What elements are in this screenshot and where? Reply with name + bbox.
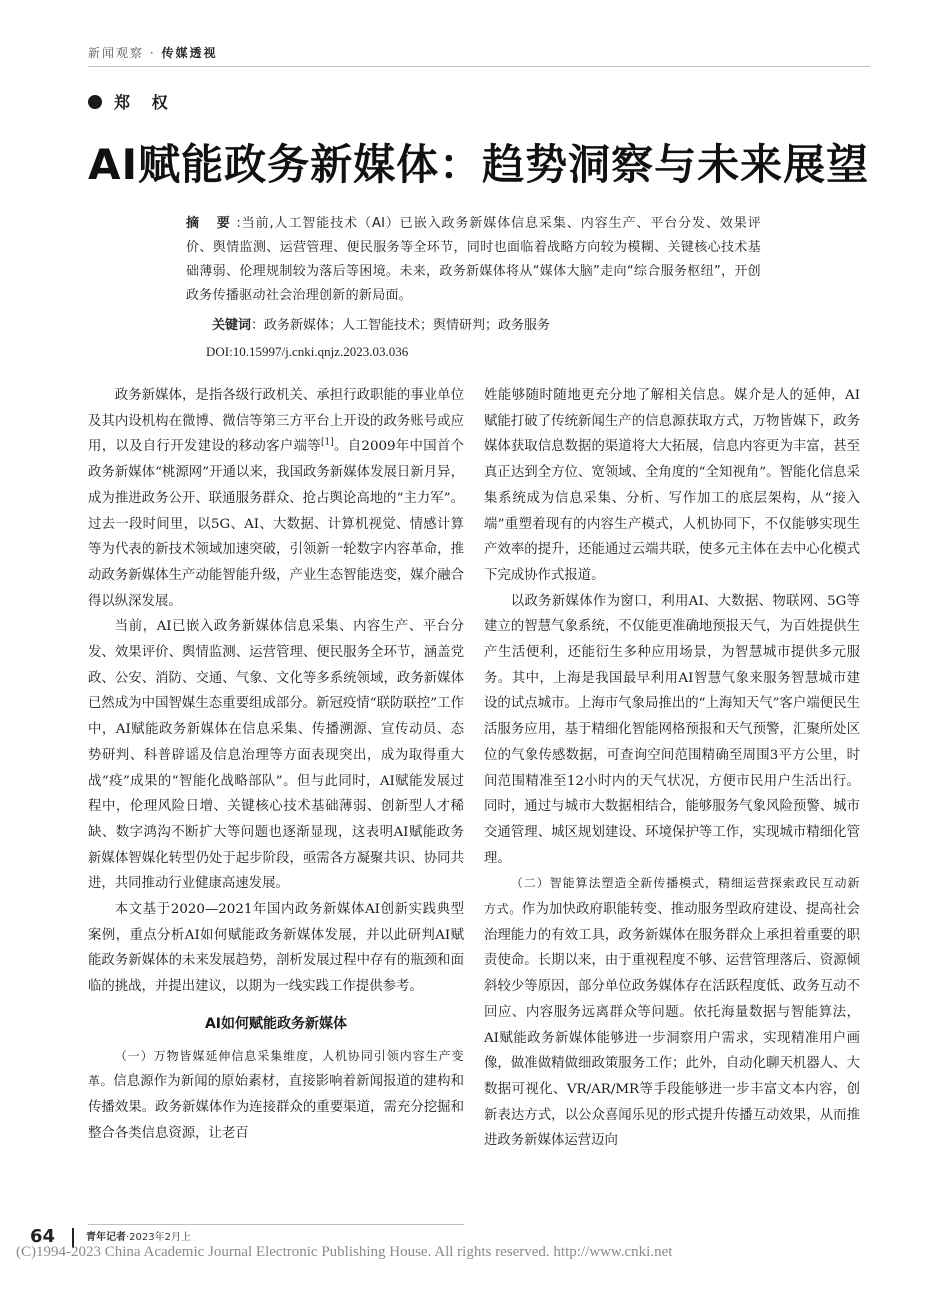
bullet-dot-icon (88, 95, 102, 109)
paragraph (88, 383, 464, 614)
paragraph-text: 信息源作为新闻的原始素材，直接影响着新闻报道的建构和传播效果。政务新媒体作为连接群众的重要渠道，需充分挖掘和整合各类信息资源，让老百 (88, 1074, 464, 1141)
paragraph: 以政务新媒体作为窗口，利用AI、大数据、物联网、5G等建立的智慧气象系统，不仅能更准确地预报天气，为百姓提供生产生活便利，还能衍生多种应用场景，为智慧城市提供多元服务。其中，上海是我国最早利用AI智慧气象来服务智慧城市建设的试点城市。上海市气象局推出的“上海知天气”客户端便民生活服务应用，基于精细化智能网格预报和天气预警，汇聚所处区位的气象传感数据，可查询空间范围精确至周围3平方公里，时间范围精准至12小时内的天气状况，方便市民用户生活出行。同时，通过与城市大数据相结合，能够服务气象风险预警、城市交通管理、城区规划建设、环境保护等工作，实现城市精细化管理。 (484, 593, 860, 866)
header-column: 传媒透视 (161, 46, 218, 60)
keywords-text: ：政务新媒体；人工智能技术；舆情研判；政务服务 (251, 318, 551, 333)
section-heading: AI如何赋能政务新媒体 (204, 1015, 348, 1032)
author-line (88, 90, 176, 113)
paragraph-text: 政务新媒体，是指各级行政机关、承担行政职能的事业单位及其内设机构在微博、微信等第三方平台上开设的政务账号或应用，以及自行开发建设的移动客户端等 (88, 388, 464, 455)
abstract (186, 212, 761, 308)
running-header (88, 44, 218, 61)
paragraph: 当前，AI已嵌入政务新媒体信息采集、内容生产、平台分发、效果评价、舆情监测、运营管理、便民服务全环节，涵盖党政、公安、消防、交通、气象、文化等多系统领域，政务新媒体已然成为中国智媒生态重要组成部分。新冠疫情“联防联控”工作中，AI赋能政务新媒体在信息采集、传播溯源、宣传动员、态势研判、科普辟谣及信息治理等方面表现突出，成为取得重大战“疫”成果的“智能化战略部队”。但与此同时，AI赋能发展过程中，伦理风险日增、关键核心技术基础薄弱、创新型人才稀缺、数字鸿沟不断扩大等问题也逐渐显现，这表明AI赋能政务新媒体智媒化转型仍处于起步阶段，亟需各方凝聚共识、协同共进，共同推动行业健康高速发展。 (88, 619, 464, 892)
header-section: 新闻观察 (88, 46, 145, 60)
paragraph: 姓能够随时随地更充分地了解相关信息。媒介是人的延伸，AI赋能打破了传统新闻生产的信息源获取方式，万物皆媒下，政务媒体获取信息数据的渠道将大大拓展，信息内容更为丰富，甚至真正达到全方位、宽领域、全角度的“全知视角”。智能化信息采集系统成为信息采集、分析、写作加工的底层架构，从“接入端”重塑着现有的内容生产模式，人机协同下，不仅能够实现生产效率的提升，还能通过云端共联，使多元主体在去中心化模式下完成协作式报道。 (484, 388, 860, 583)
header-separator: · (149, 46, 156, 60)
paragraph: 本文基于2020—2021年国内政务新媒体AI创新实践典型案例，重点分析AI如何赋能政务新媒体发展，并以此研判AI赋能政务新媒体的未来发展趋势，剖析发展过程中存有的瓶颈和面临的挑战，并提出建议，以期为一线实践工作提供参考。 (88, 902, 464, 995)
journal-info (86, 1228, 191, 1243)
journal-name: 青年记者 (86, 1232, 126, 1243)
doi: DOI:10.15997/j.cnki.qnjz.2023.03.036 (206, 344, 409, 359)
subsection-heading: （一）万物皆媒延伸信息采集维度，人机协同引领内容生产变革。 (88, 1048, 464, 1089)
citation-ref: [1] (320, 437, 334, 448)
footer-divider (88, 1224, 464, 1225)
keywords-label: 关键词 (212, 318, 252, 333)
author-name: 郑 权 (114, 93, 176, 112)
header-divider (88, 66, 870, 67)
copyright-watermark: (C)1994-2023 China Academic Journal Electronic Publishing House. All rights reserved. http://www.cnki.net (16, 1244, 673, 1260)
abstract-text: :当前,人工智能技术（AI）已嵌入政务新媒体信息采集、内容生产、平台分发、效果评价、舆情监测、运营管理、便民服务等全环节，同时也面临着战略方向较为模糊、关键核心技术基础薄弱、伦理规制较为落后等困境。未来，政务新媒体将从“媒体大脑”走向“综合服务枢纽”，开创政务传播驱动社会治理创新的新局面。 (186, 216, 761, 303)
left-column (88, 383, 464, 1146)
paragraph-text: 。自2009年中国首个政务新媒体“桃源网”开通以来，我国政务新媒体发展日新月异，成为推进政务公开、联通服务群众、抢占舆论高地的“主力军”。过去一段时间里，以5G、AI、大数据、计算机视觉、情感计算等为代表的新技术领域加速突破，引领新一轮数字内容革命，推动政务新媒体生产动能智能升级，产业生态智能迭变，媒介融合得以纵深发展。 (88, 439, 465, 609)
paragraph (484, 871, 860, 1154)
paragraph (88, 1044, 464, 1147)
paragraph-text: 作为加快政府职能转变、推动服务型政府建设、提高社会治理能力的有效工具，政务新媒体在服务群众上承担着重要的职责使命。长期以来，由于重视程度不够、运营管理落后、资源倾斜较少等原因，部分单位政务媒体存在活跃程度低、政务互动不回应、内容服务远离群众等问题。依托海量数据与智能算法，AI赋能政务新媒体能够进一步洞察用户需求，实现精准用户画像，做准做精做细政策服务工作；此外，自动化聊天机器人、大数据可视化、VR/AR/MR等手段能够进一步丰富文本内容，创新表达方式，以公众喜闻乐见的形式提升传播互动效果，从而推进政务新媒体运营迈向 (484, 902, 860, 1149)
right-column (484, 383, 860, 1154)
keywords (212, 314, 550, 333)
journal-issue: ·2023年2月上 (126, 1232, 191, 1243)
article-title: AI赋能政务新媒体：趋势洞察与未来展望 (88, 140, 870, 189)
abstract-label: 摘 要 (186, 216, 237, 231)
subsection-heading: （二）智能算法塑造全新传播模式，精细运营探索政民互动新方式。 (484, 876, 860, 917)
page-number: 64 (30, 1226, 56, 1247)
